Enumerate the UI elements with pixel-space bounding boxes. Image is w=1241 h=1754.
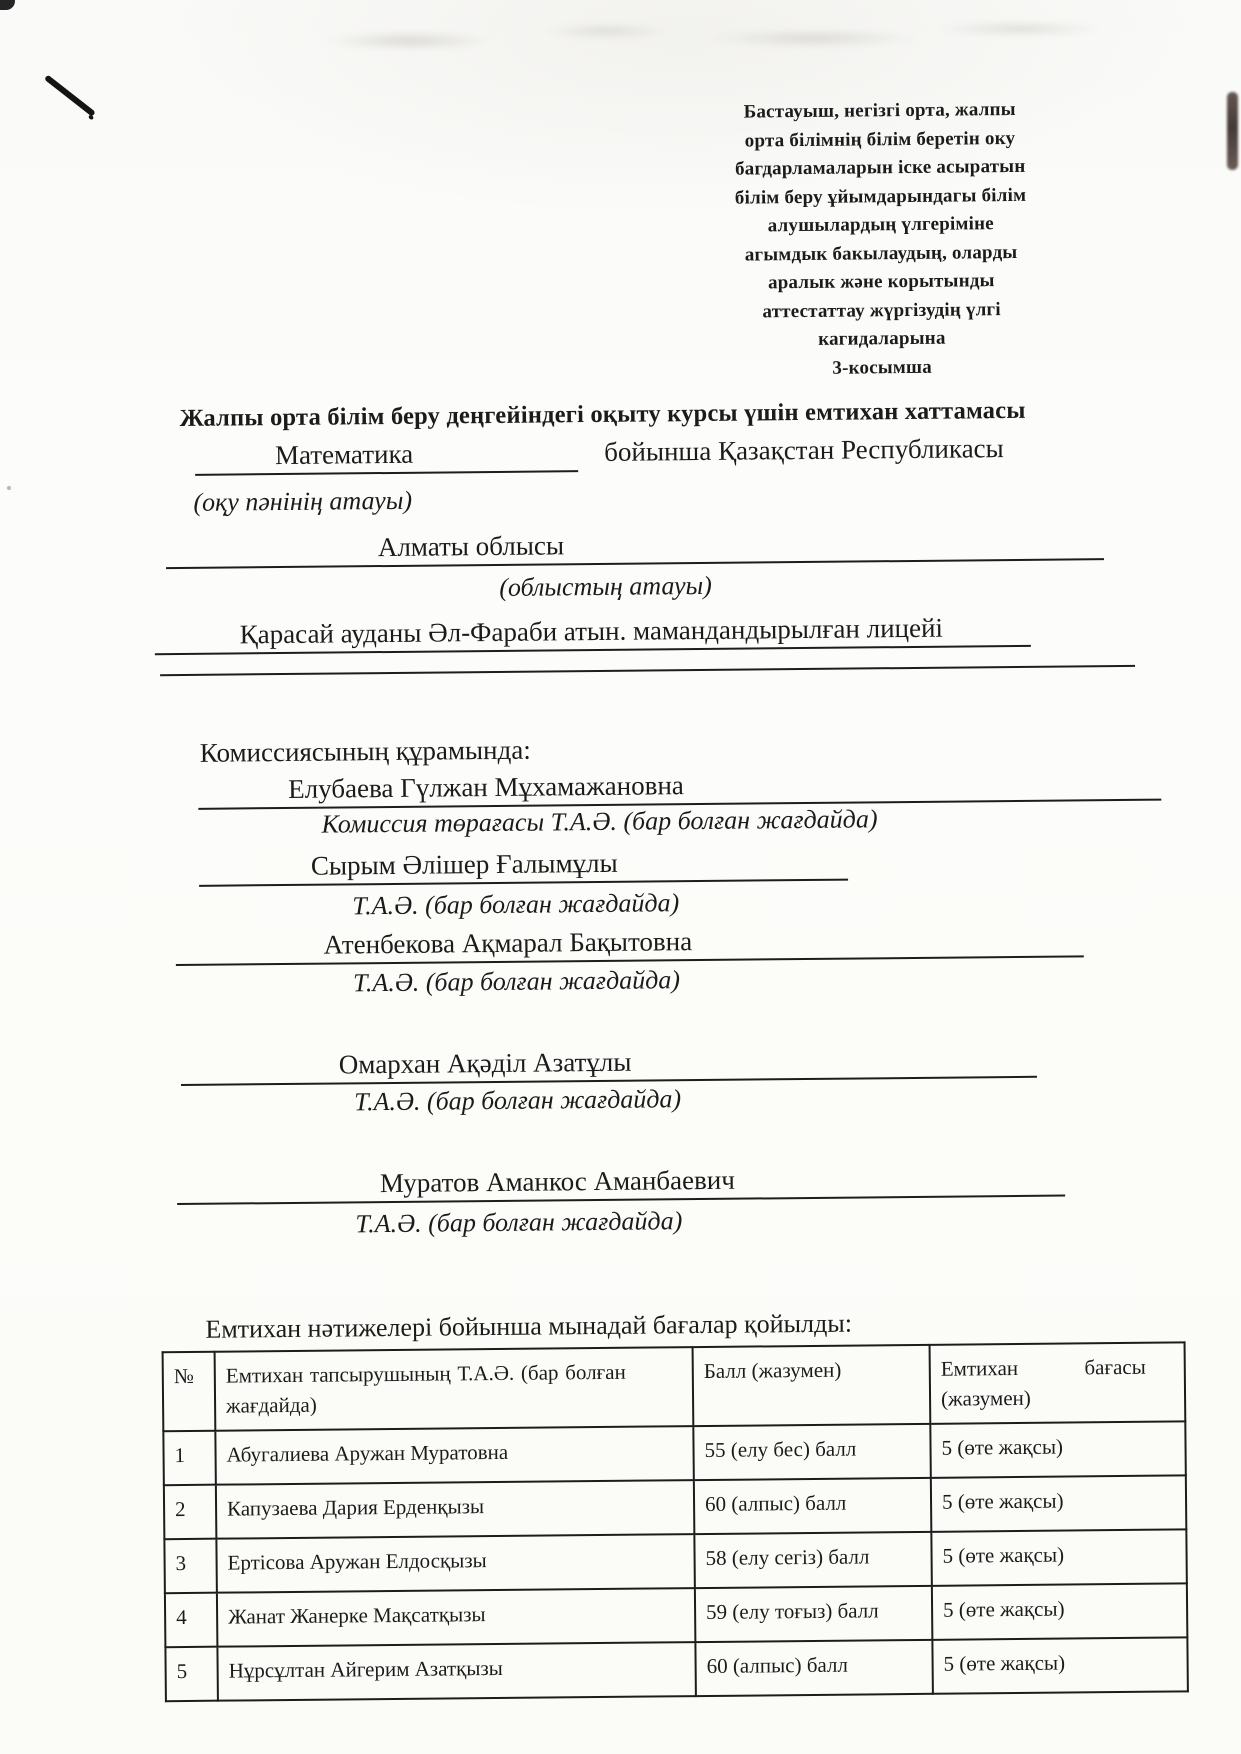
row-name: Абугалиева Аружан Муратовна <box>215 1426 693 1485</box>
commission-member-name: Сырым Әлішер Ғалымұлы <box>199 844 848 887</box>
row-grade: 5 (өте жақсы) <box>931 1529 1187 1585</box>
commission-member-name: Муратов Аманкос Аманбаевич <box>177 1160 1065 1206</box>
region-value: Алматы облысы <box>166 523 1104 569</box>
appendix-number-line: 3-косымша <box>832 356 933 379</box>
row-score: 55 (елу бес) балл <box>693 1424 931 1480</box>
subject-value: Математика <box>195 435 579 476</box>
row-grade: 5 (өте жақсы) <box>932 1637 1188 1693</box>
regulation-reference-block <box>704 96 1059 384</box>
school-value: Қарасай ауданы Әл-Фараби атын. мамандандырылған лицейі <box>155 610 1032 655</box>
header-grade-text: Емтихан бағасы (жазумен) <box>940 1354 1146 1412</box>
row-name: Капузаева Дария Ерденқызы <box>216 1480 694 1539</box>
commission-member-name: Омархан Ақәділ Азатұлы <box>181 1041 1037 1086</box>
results-heading: Емтихан нәтижелері бойынша мынадай бағалар қойылды: <box>205 1308 853 1344</box>
row-num: 4 <box>165 1593 218 1647</box>
results-table <box>162 1341 1189 1702</box>
table-row <box>165 1637 1187 1701</box>
regulation-line: алушылардың үлгеріміне <box>767 213 994 237</box>
row-name: Ертісова Аружан Елдосқызы <box>216 1534 694 1593</box>
table-header-row <box>163 1342 1186 1431</box>
commission-member-caption: Т.А.Ә. (бар болған жағдайда) <box>352 965 681 998</box>
row-grade: 5 (өте жақсы) <box>931 1475 1187 1531</box>
regulation-line: багдарламаларын іске асыратын <box>734 155 1026 180</box>
row-score: 59 (елу тоғыз) балл <box>695 1586 933 1642</box>
row-score: 60 (алпыс) балл <box>695 1640 933 1696</box>
regulation-line: орта білімнің білім беретін оку <box>744 127 1016 152</box>
school-line <box>155 608 1173 655</box>
regulation-line: аттестаттау жүргізудің үлгі <box>762 298 1001 322</box>
header-name <box>215 1347 694 1430</box>
subject-line <box>195 429 1171 475</box>
commission-member-line <box>176 919 1176 966</box>
table-row <box>164 1475 1186 1539</box>
subject-suffix: бойынша Қазақстан Республикасы <box>604 433 1004 467</box>
commission-member-caption: Т.А.Ә. (бар болған жағдайда) <box>352 888 680 921</box>
row-name: Нұрсұлтан Айгерим Азатқызы <box>217 1642 695 1701</box>
header-name-text: Емтихан тапсырушының Т.А.Ә. (бар болған жағдайда) <box>225 1359 626 1419</box>
regulation-line: аралык және корытынды <box>767 270 995 294</box>
row-grade: 5 (өте жақсы) <box>932 1583 1188 1639</box>
row-name: Жанат Жанерке Мақсатқызы <box>217 1588 695 1647</box>
right-edge-smudge <box>1227 92 1238 170</box>
region-line <box>166 522 1172 569</box>
table-row <box>163 1421 1185 1485</box>
row-score: 60 (алпыс) балл <box>694 1478 932 1534</box>
commission-member-line <box>177 1158 1178 1205</box>
header-num: № <box>163 1352 216 1431</box>
commission-member-line <box>199 840 1175 886</box>
table-row <box>164 1529 1186 1593</box>
header-score: Балл (жазумен) <box>693 1345 931 1426</box>
regulation-line: кагидаларына <box>818 327 946 350</box>
commission-member-caption: Т.А.Ә. (бар болған жағдайда) <box>355 1206 683 1239</box>
row-num: 1 <box>163 1431 216 1485</box>
table-row <box>165 1583 1187 1647</box>
regulation-line: Бастауыш, негізгі орта, жалпы <box>743 98 1016 123</box>
commission-member-caption: Т.А.Ә. (бар болған жағдайда) <box>354 1084 682 1117</box>
row-num: 5 <box>165 1647 218 1701</box>
row-num: 2 <box>164 1485 217 1539</box>
region-caption: (облыстың атауы) <box>499 570 712 602</box>
document-title: Жалпы орта білім беру деңгейіндегі оқыту курсы үшін емтихан хаттамасы <box>179 396 1026 432</box>
regulation-line: агымдык бакылаудың, оларды <box>744 241 1018 266</box>
subject-caption: (оқу пәнінің атауы) <box>193 485 413 517</box>
commission-heading: Комиссиясының құрамында: <box>199 734 531 768</box>
commission-member-caption: Комиссия төрағасы Т.А.Ә. (бар болған жағдайда) <box>321 804 878 839</box>
row-grade: 5 (өте жақсы) <box>930 1421 1186 1477</box>
header-grade <box>930 1342 1186 1423</box>
regulation-line: білім беру ұйымдарындагы білім <box>734 184 1027 209</box>
commission-member-name: Елубаева Гүлжан Мұхамажановна <box>198 764 1161 810</box>
blank-underline <box>160 665 1135 676</box>
row-score: 58 (елу сегіз) балл <box>694 1532 932 1588</box>
row-num: 3 <box>164 1539 217 1593</box>
commission-member-name: Атенбекова Ақмарал Бақытовна <box>176 920 1085 966</box>
